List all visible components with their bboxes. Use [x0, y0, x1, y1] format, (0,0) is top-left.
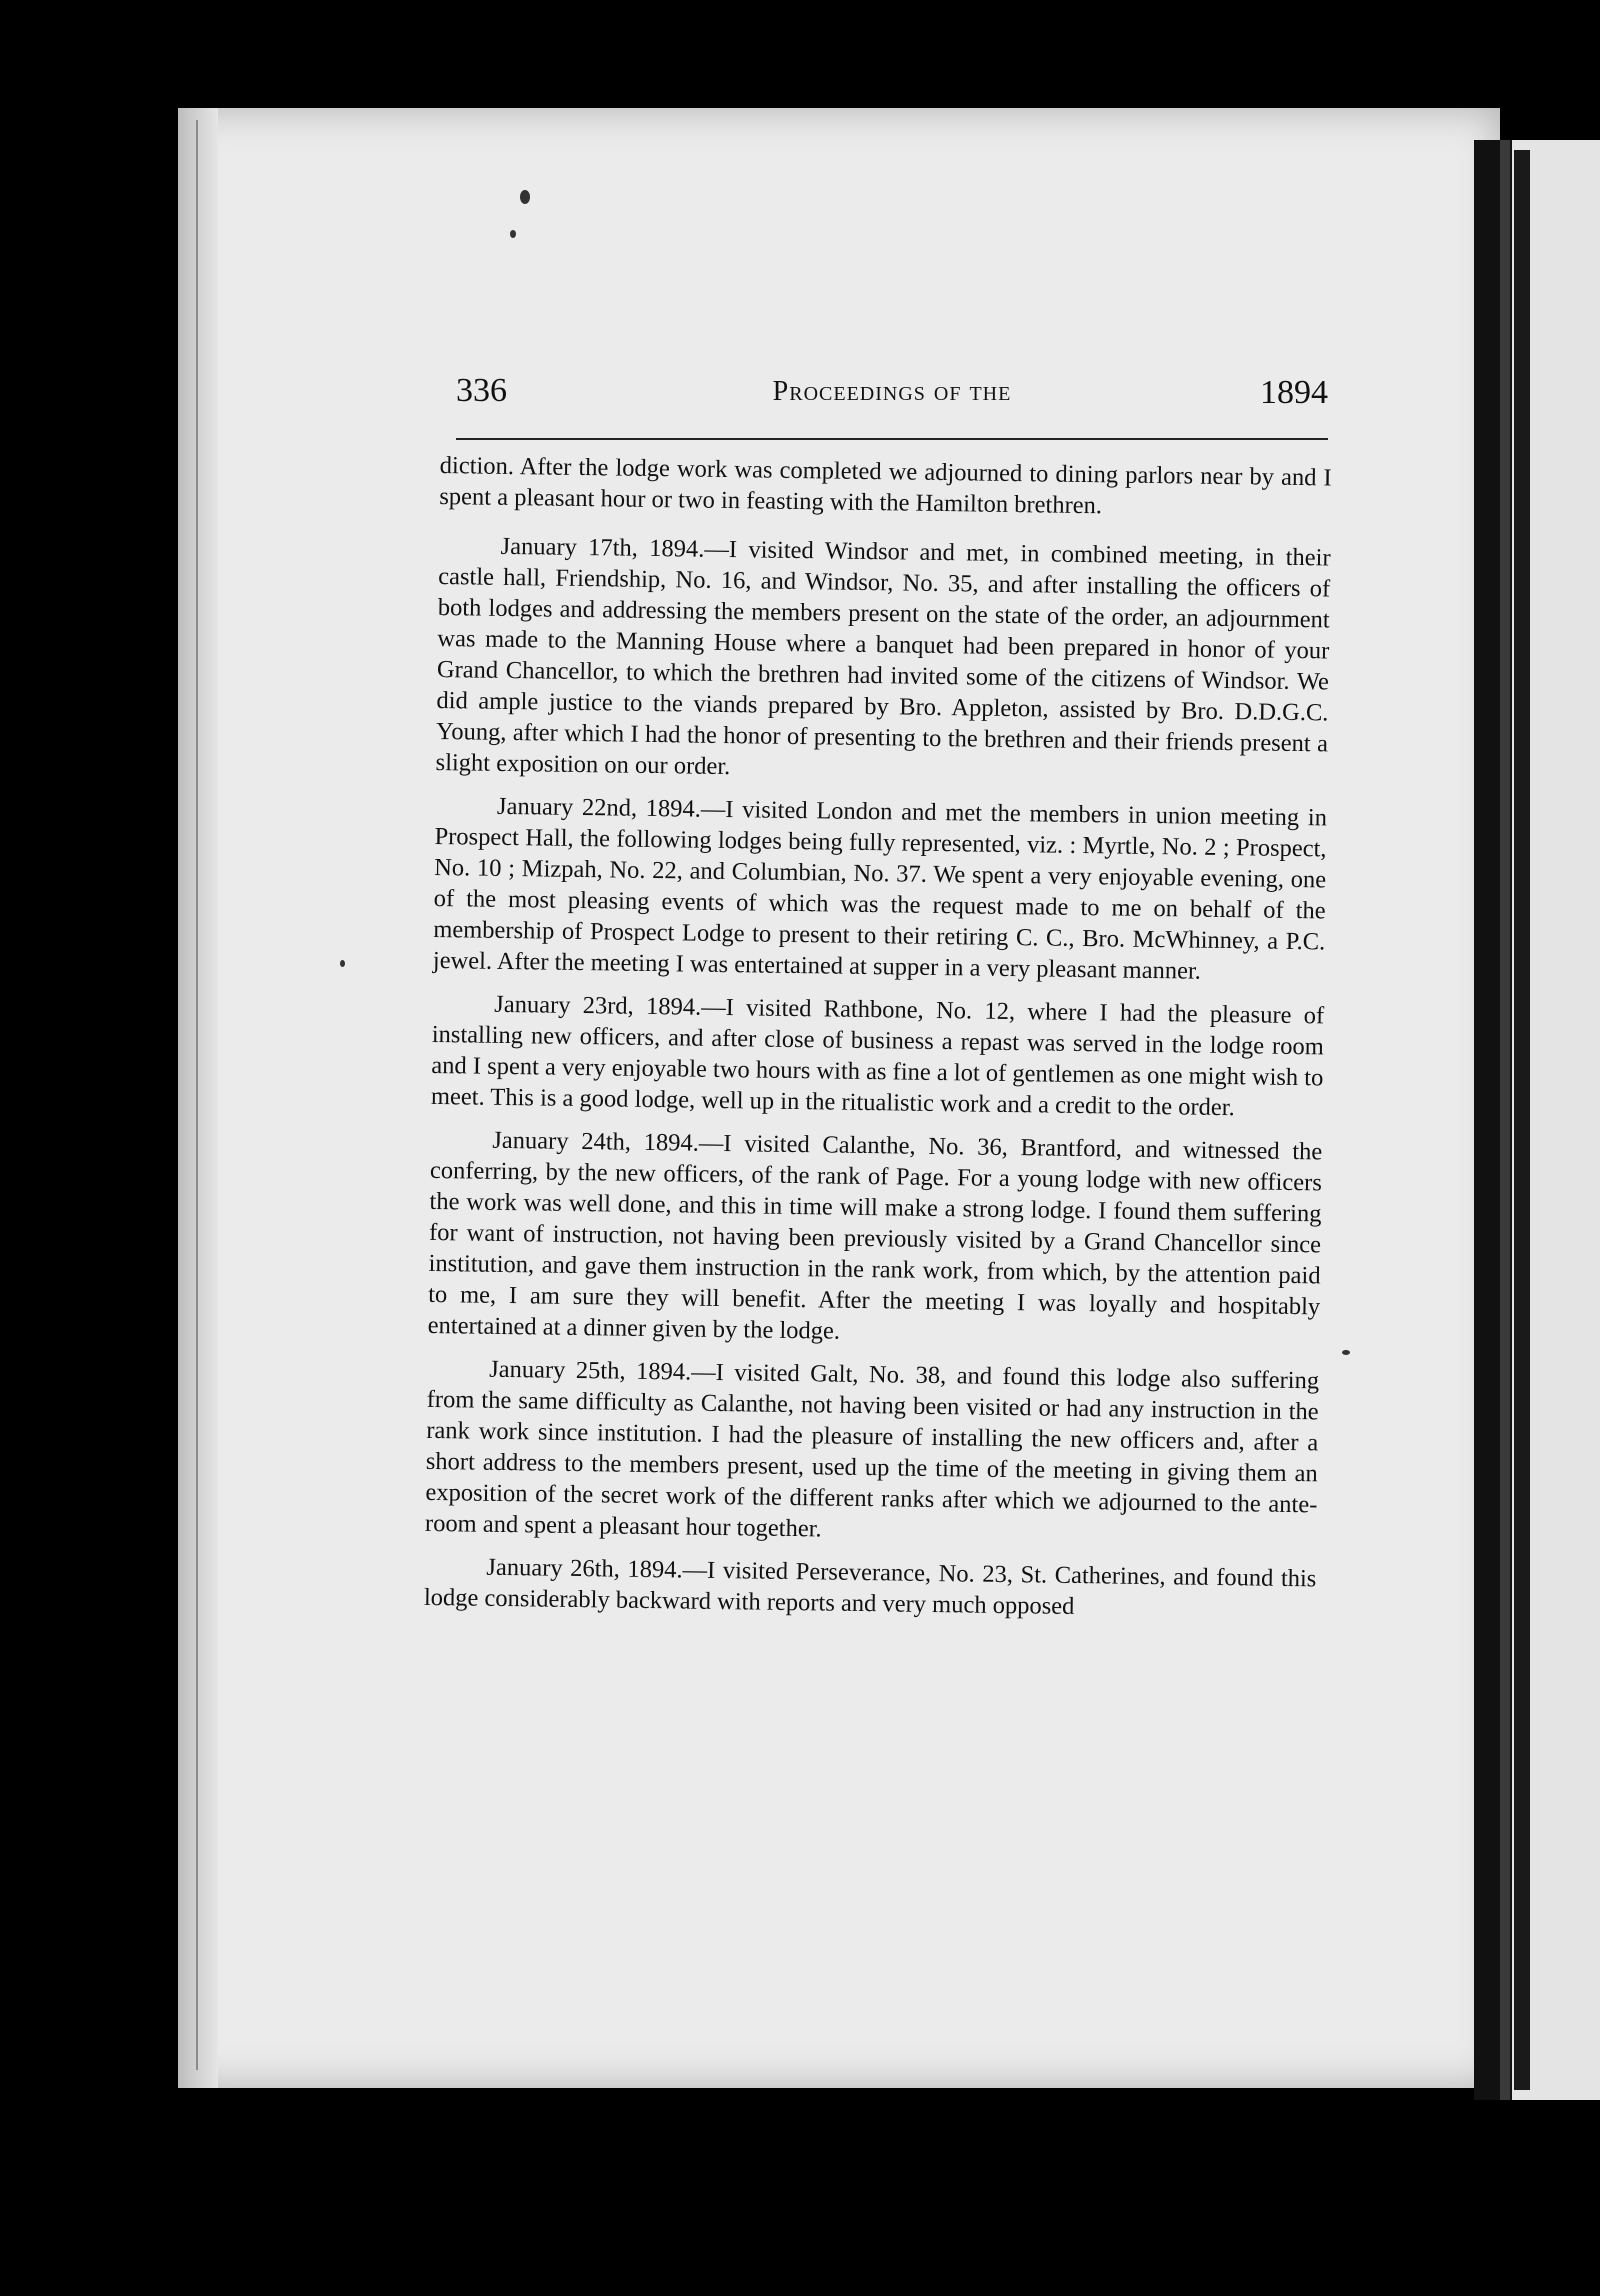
page-left-edge-shadow [178, 108, 218, 2088]
page-body [424, 450, 1332, 1637]
page-binding-line [196, 120, 198, 2070]
facing-page-binding [1514, 150, 1530, 2090]
running-head-title: Proceedings of the [772, 376, 1012, 407]
paragraph-jan-25: January 25th, 1894.—I visited Galt, No. 38, and found this lodge also suffering from the same difficulty as Calanthe, not having been visited or had any instruction in the rank work since institution. I had the pleasure of installing the new officers and, after a short address to the members present, used up the time of the meeting in giving them an exposition of the secret work of the different ranks after which we adjourned to the ante-room and spent a pleasant hour together. [424, 1355, 1320, 1543]
running-head [456, 372, 1328, 412]
page-number: 336 [456, 372, 507, 409]
book-gutter-inner [1500, 140, 1510, 2100]
paragraph-jan-26: January 26th, 1894.—I visited Perseverance, No. 23, St. Catherines, and found this lodge considerably backward with reports and very much opposed [423, 1553, 1317, 1620]
header-rule [456, 438, 1328, 440]
paragraph-jan-24: January 24th, 1894.—I visited Calanthe, No. 36, Brantford, and witnessed the conferring, by the new officers, of the rank of Page. For a young lodge with new officers the work was well done, and this in time will make a strong lodge. I found them suffering for want of instruction, not having been previously visited by a Grand Chancellor since institution, and gave them instruction in the rank work, from which, by the attention paid to me, I am sure they will benefit. After the meeting I was loyally and hospitably entertained at a dinner given by the lodge. [427, 1126, 1323, 1345]
scan-speck [1342, 1350, 1350, 1355]
scan-speck [520, 190, 530, 204]
paragraph-jan-22: January 22nd, 1894.—I visited London and met the members in union meeting in Prospect Hall, the following lodges being fully represented, viz. : Myrtle, No. 2 ; Prospect, No. 10 ; Mizpah, No. 22, and Columbian, No. 37. We spent a very enjoyable evening, one of the most pleasing events of which was the request made to me on behalf of the membership of Prospect Lodge to present to their retiring C. C., Bro. McWhinney, a P.C. jewel. After the meeting I was entertained at supper in a very pleasant manner. [432, 792, 1328, 985]
paragraph-continued: diction. After the lodge work was completed we adjourned to dining parlors near by and I spent a pleasant hour or two in feasting with the Hamilton brethren. [439, 451, 1332, 520]
scan-speck [340, 960, 345, 967]
paragraph-jan-23: January 23rd, 1894.—I visited Rathbone, No. 12, where I had the pleasure of installing new officers, and after close of business a repast was served in the lodge room and I spent a very enjoyable two hours with as fine a lot of gentlemen as one might wish to meet. This is a good lodge, well up in the ritualistic work and a credit to the order. [430, 990, 1325, 1122]
running-head-year: 1894 [1260, 374, 1328, 411]
paragraph-jan-17: January 17th, 1894.—I visited Windsor and met, in combined meeting, in their castle hall, Friendship, No. 16, and Windsor, No. 35, and after installing the officers of both lodges and addressing the members present on the state of the order, an adjournment was made to the Manning House where a banquet had been prepared in honor of your Grand Chancellor, to which the brethren had invited some of the citizens of Windsor. We did ample justice to the viands prepared by Bro. Appleton, assisted by Bro. D.D.G.C. Young, after which I had the honor of presenting to the brethren and their friends present a slight exposition on our order. [435, 532, 1331, 781]
scan-speck [510, 230, 516, 238]
